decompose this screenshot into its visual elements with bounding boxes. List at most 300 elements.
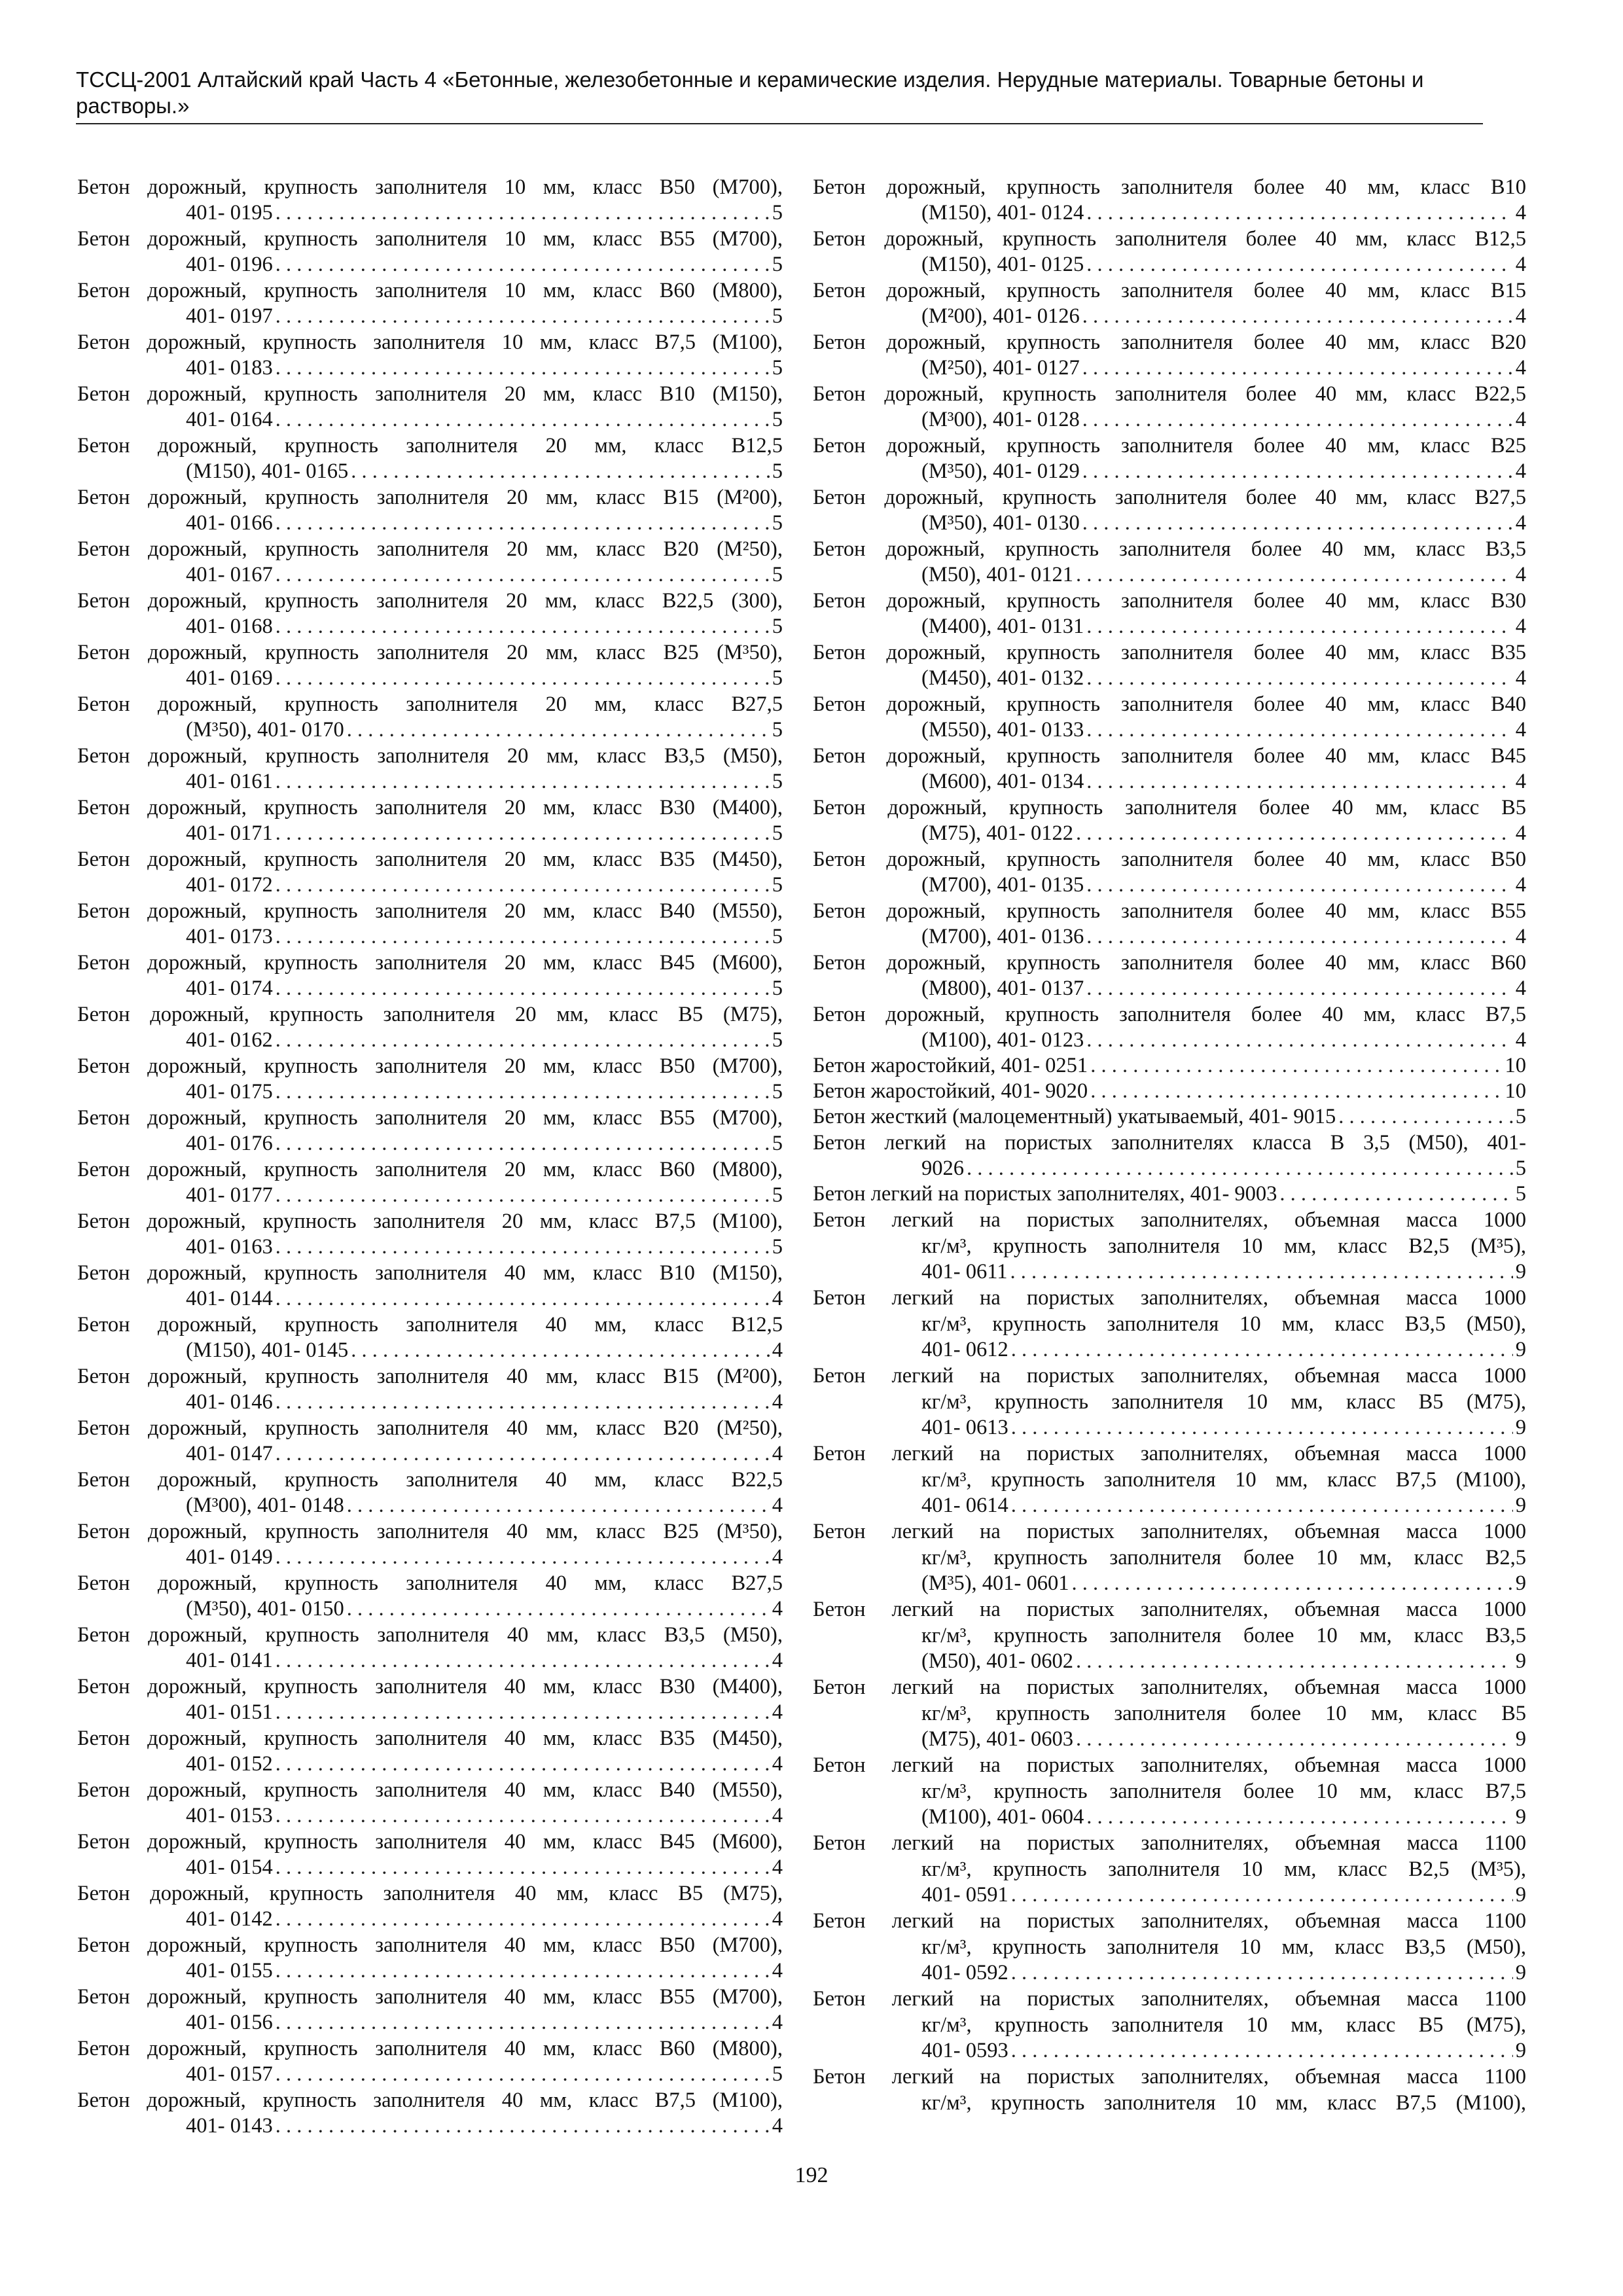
entry-title: Бетон легкий на пористых заполнителях, объемная масса 1100 — [813, 2065, 1526, 2089]
dot-leader — [1090, 1079, 1502, 1104]
entry-page-number: 4 — [772, 1390, 783, 1414]
entry-code-line — [77, 2062, 783, 2087]
entry-title: Бетон легкий на пористых заполнителях, объемная масса 1000 — [813, 1598, 1526, 1621]
dot-leader — [1086, 666, 1513, 691]
entry-title: Бетон дорожный, крупность заполнителя более 40 мм, класс В5 — [813, 796, 1526, 819]
entry-code-line — [813, 1028, 1526, 1053]
dot-leader — [1086, 200, 1513, 226]
entry-code: 401- 0166 — [186, 511, 273, 535]
entry-code-line — [813, 924, 1526, 950]
entry-code: (М³5), 401- 0601 — [921, 1571, 1069, 1595]
entry-page-number: 10 — [1505, 1079, 1526, 1103]
entry-code: 401- 0168 — [186, 615, 273, 638]
entry-title: Бетон дорожный, крупность заполнителя более 40 мм, класс В3,5 — [813, 537, 1526, 561]
entry-title-continued: кг/м³, крупность заполнителя более 10 мм, класс В2,5 — [921, 1546, 1526, 1570]
dot-leader — [1011, 1960, 1513, 1986]
entry-title: Бетон легкий на пористых заполнителях класса В 3,5 (М50), 401- — [813, 1131, 1526, 1155]
entry-page-number: 9 — [1515, 1416, 1526, 1439]
dot-leader — [1082, 304, 1513, 329]
index-column-right — [813, 174, 1526, 2116]
index-entry — [77, 1674, 783, 1725]
entry-page-number: 9 — [1515, 1338, 1526, 1361]
dot-leader — [276, 1545, 770, 1570]
index-entry — [813, 1908, 1526, 1986]
entry-code: (М³50), 401- 0150 — [186, 1597, 344, 1621]
entry-code: 401- 0144 — [186, 1287, 273, 1310]
dot-leader — [1086, 252, 1513, 278]
entry-code-line — [77, 821, 783, 846]
entry-page-number: 5 — [1515, 1157, 1526, 1180]
entry-code-line — [77, 304, 783, 329]
index-entry — [77, 1829, 783, 1880]
entry-title: Бетон дорожный, крупность заполнителя 20 мм, класс В22,5 (300), — [77, 589, 783, 613]
entry-title: Бетон дорожный, крупность заполнителя 20 мм, класс В10 (М150), — [77, 382, 783, 406]
dot-leader — [276, 355, 770, 381]
entry-title: Бетон дорожный, крупность заполнителя 40 мм, класс В3,5 (М50), — [77, 1623, 783, 1647]
entry-page-number: 5 — [772, 977, 783, 1000]
entry-title: Бетон дорожный, крупность заполнителя 10 мм, класс В7,5 (М100), — [77, 331, 783, 354]
entry-title-continued: кг/м³, крупность заполнителя 10 мм, класс В3,5 (М50), — [921, 1312, 1526, 1336]
dot-leader — [1338, 1104, 1513, 1130]
entry-title: Бетон дорожный, крупность заполнителя 40 мм, класс В25 (М³50), — [77, 1520, 783, 1543]
entry-code-line — [813, 1337, 1526, 1363]
entry-code-line — [77, 1907, 783, 1932]
index-entry — [77, 1415, 783, 1467]
entry-code: (М³00), 401- 0148 — [186, 1494, 344, 1517]
index-entry — [813, 1207, 1526, 1285]
entry-title: Бетон дорожный, крупность заполнителя 40 мм, класс В40 (М550), — [77, 1778, 783, 1802]
entry-title: Бетон легкий на пористых заполнителях, объемная масса 1000 — [813, 1676, 1526, 1699]
dot-leader — [1082, 511, 1513, 536]
index-entry — [77, 1157, 783, 1208]
index-entry — [77, 329, 783, 381]
page-number: 192 — [794, 2163, 829, 2187]
dot-leader — [276, 1131, 770, 1157]
index-entry — [77, 795, 783, 846]
entry-title: Бетон дорожный, крупность заполнителя 40 мм, класс В27,5 — [77, 1571, 783, 1595]
dot-leader — [347, 1493, 770, 1518]
entry-code-line — [813, 717, 1526, 743]
dot-leader — [347, 1596, 770, 1622]
entry-page-number: 4 — [1515, 511, 1526, 535]
entry-code: 401- 0149 — [186, 1545, 273, 1569]
page-header — [76, 67, 1483, 124]
entry-page-number: 5 — [772, 666, 783, 690]
dot-leader — [276, 1390, 770, 1415]
entry-page-number: 4 — [772, 1338, 783, 1362]
index-entry — [77, 1880, 783, 1932]
entry-title: Бетон дорожный, крупность заполнителя 20 мм, класс В35 (М450), — [77, 848, 783, 871]
entry-code-line — [77, 459, 783, 484]
entry-code: (М150), 401- 0125 — [921, 253, 1084, 276]
dot-leader — [1076, 821, 1513, 846]
entry-page-number: 4 — [1515, 821, 1526, 845]
entry-code: (М450), 401- 0132 — [921, 666, 1084, 690]
entry-code: 401- 0162 — [186, 1028, 273, 1052]
dot-leader — [967, 1156, 1513, 1181]
dot-leader — [276, 1648, 770, 1674]
entry-title: Бетон дорожный, крупность заполнителя более 40 мм, класс В27,5 — [813, 486, 1526, 509]
entry-code: (М75), 401- 0122 — [921, 821, 1073, 845]
entry-page-number: 4 — [772, 1856, 783, 1879]
entry-title-continued: кг/м³, крупность заполнителя 10 мм, класс В7,5 (М100), — [921, 2091, 1526, 2115]
entry-code: 401- 0612 — [921, 1338, 1008, 1361]
index-entry — [77, 278, 783, 329]
entry-code: 401- 0154 — [186, 1856, 273, 1879]
entry-code: 401- 0175 — [186, 1080, 273, 1103]
entry-code-line — [813, 872, 1526, 898]
entry-code: (М75), 401- 0603 — [921, 1727, 1073, 1751]
entry-title: Бетон легкий на пористых заполнителях, объемная масса 1000 — [813, 1520, 1526, 1543]
entry-page-number: 5 — [772, 1132, 783, 1155]
entry-title: Бетон легкий на пористых заполнителях, объемная масса 1000 — [813, 1208, 1526, 1232]
dot-leader — [276, 1079, 770, 1105]
entry-code: 401- 0173 — [186, 925, 273, 948]
entry-code-line — [77, 1028, 783, 1053]
entry-code-line — [77, 407, 783, 433]
entry-page-number: 4 — [772, 1959, 783, 1982]
entry-code-line — [77, 1803, 783, 1829]
entry-title: Бетон дорожный, крупность заполнителя более 40 мм, класс В10 — [813, 175, 1526, 199]
entry-page-number: 4 — [1515, 253, 1526, 276]
index-entry — [813, 1104, 1526, 1130]
entry-title: Бетон дорожный, крупность заполнителя 20 мм, класс В25 (М³50), — [77, 641, 783, 664]
dot-leader — [276, 1028, 770, 1053]
entry-code-line — [77, 1596, 783, 1622]
entry-code: 401- 0195 — [186, 201, 273, 224]
index-entry — [813, 1596, 1526, 1674]
index-entry — [77, 1260, 783, 1312]
index-entry — [813, 1001, 1526, 1053]
dot-leader — [276, 511, 770, 536]
dot-leader — [276, 666, 770, 691]
entry-code: 401- 0614 — [921, 1494, 1008, 1517]
index-entry — [813, 898, 1526, 950]
entry-title: Бетон дорожный, крупность заполнителя 40 мм, класс В45 (М600), — [77, 1830, 783, 1854]
entry-code: (М100), 401- 0123 — [921, 1028, 1084, 1052]
entry-code-line — [77, 1234, 783, 1260]
entry-page-number: 5 — [772, 253, 783, 276]
entry-page-number: 4 — [1515, 770, 1526, 793]
entry-code-line — [77, 614, 783, 639]
entry-title: Бетон дорожный, крупность заполнителя 40 мм, класс В12,5 — [77, 1313, 783, 1336]
entry-title: Бетон дорожный, крупность заполнителя 20 мм, класс В20 (М²50), — [77, 537, 783, 561]
dot-leader — [1082, 355, 1513, 381]
index-entry — [813, 433, 1526, 484]
entry-page-number: 4 — [772, 1752, 783, 1776]
entry-title: Бетон дорожный, крупность заполнителя 20 мм, класс В12,5 — [77, 434, 783, 457]
entry-code-line — [813, 769, 1526, 795]
entry-title: Бетон легкий на пористых заполнителях, объемная масса 1000 — [813, 1286, 1526, 1310]
entry-code-line — [77, 1441, 783, 1467]
index-entry — [77, 433, 783, 484]
entry-code: 401- 0197 — [186, 304, 273, 328]
dot-leader — [1076, 1727, 1513, 1752]
entry-page-number: 5 — [772, 511, 783, 535]
entry-code-line — [77, 872, 783, 898]
entry-code: 401- 0613 — [921, 1416, 1008, 1439]
entry-code: (М700), 401- 0135 — [921, 873, 1084, 897]
index-entry — [77, 536, 783, 588]
dot-leader — [276, 1234, 770, 1260]
entry-page-number: 9 — [1515, 1727, 1526, 1751]
entry-title: Бетон дорожный, крупность заполнителя более 40 мм, класс В15 — [813, 279, 1526, 302]
entry-code-line — [813, 1493, 1526, 1518]
index-entry — [77, 174, 783, 226]
entry-page-number: 4 — [1515, 201, 1526, 224]
entry-page-number: 9 — [1515, 1883, 1526, 1907]
entry-page-number: 5 — [772, 201, 783, 224]
dot-leader — [276, 1751, 770, 1777]
entry-code: (М²00), 401- 0126 — [921, 304, 1080, 328]
entry-page-number: 4 — [1515, 873, 1526, 897]
index-entry — [77, 484, 783, 536]
entry-code-line — [77, 924, 783, 950]
entry-code: Бетон жесткий (малоцементный) укатываемый, 401- 9015 — [813, 1105, 1336, 1128]
entry-title: Бетон легкий на пористых заполнителях, объемная масса 1100 — [813, 1909, 1526, 1933]
entry-code: 401- 0167 — [186, 563, 273, 586]
entry-code: (М700), 401- 0136 — [921, 925, 1084, 948]
entry-code: (М150), 401- 0165 — [186, 459, 349, 483]
entry-code-line — [77, 1700, 783, 1725]
entry-code: 401- 0156 — [186, 2011, 273, 2034]
index-entry — [813, 795, 1526, 846]
entry-page-number: 4 — [772, 1907, 783, 1931]
entry-code: 401- 0153 — [186, 1804, 273, 1827]
entry-title-continued: кг/м³, крупность заполнителя 10 мм, класс В7,5 (М100), — [921, 1468, 1526, 1492]
index-entry — [77, 1570, 783, 1622]
entry-code: Бетон жаростойкий, 401- 9020 — [813, 1079, 1088, 1103]
entry-title: Бетон дорожный, крупность заполнителя 40 мм, класс В30 (М400), — [77, 1675, 783, 1698]
entry-title: Бетон дорожный, крупность заполнителя 40 мм, класс В50 (М700), — [77, 1933, 783, 1957]
entry-page-number: 4 — [772, 1442, 783, 1465]
index-entry — [77, 846, 783, 898]
entry-code: (М800), 401- 0137 — [921, 977, 1084, 1000]
entry-page-number: 4 — [1515, 666, 1526, 690]
entry-page-number: 5 — [772, 1183, 783, 1207]
entry-code: 401- 0183 — [186, 356, 273, 380]
entry-title-continued: кг/м³, крупность заполнителя 10 мм, класс В3,5 (М50), — [921, 1935, 1526, 1959]
entry-code: 401- 0174 — [186, 977, 273, 1000]
dot-leader — [351, 459, 770, 484]
dot-leader — [1086, 614, 1513, 639]
entry-code-line — [813, 511, 1526, 536]
entry-title: Бетон дорожный, крупность заполнителя 20 мм, класс В50 (М700), — [77, 1054, 783, 1078]
dot-leader — [276, 1958, 770, 1984]
entry-page-number: 5 — [772, 1080, 783, 1103]
entry-page-number: 5 — [772, 821, 783, 845]
entry-page-number: 5 — [772, 563, 783, 586]
dot-leader — [1076, 1649, 1513, 1674]
dot-leader — [1086, 976, 1513, 1001]
entry-title-continued: кг/м³, крупность заполнителя более 10 мм, класс В7,5 — [921, 1780, 1526, 1803]
entry-code-line — [77, 769, 783, 795]
entry-title: Бетон дорожный, крупность заполнителя более 40 мм, класс В12,5 — [813, 227, 1526, 251]
dot-leader — [276, 562, 770, 588]
index-entry — [77, 1208, 783, 1260]
index-entry — [77, 950, 783, 1001]
entry-title: Бетон дорожный, крупность заполнителя более 40 мм, класс В30 — [813, 589, 1526, 613]
entry-page-number: 9 — [1515, 1961, 1526, 1984]
dot-leader — [1090, 1053, 1502, 1079]
entry-title: Бетон дорожный, крупность заполнителя 20 мм, класс В55 (М700), — [77, 1106, 783, 1130]
entry-code-line — [813, 304, 1526, 329]
entry-title: Бетон дорожный, крупность заполнителя 40 мм, класс В10 (М150), — [77, 1261, 783, 1285]
index-entry — [77, 1467, 783, 1518]
index-entry — [77, 1001, 783, 1053]
entry-code-line — [77, 200, 783, 226]
entry-code-line — [77, 1545, 783, 1570]
index-column-left — [77, 174, 783, 2139]
index-entry — [813, 1363, 1526, 1441]
entry-title: Бетон дорожный, крупность заполнителя 40 мм, класс В55 (М700), — [77, 1985, 783, 2009]
entry-code-line — [813, 1571, 1526, 1596]
entry-title: Бетон дорожный, крупность заполнителя 40 мм, класс В22,5 — [77, 1468, 783, 1492]
entry-page-number: 5 — [772, 408, 783, 431]
index-entry — [813, 846, 1526, 898]
dot-leader — [1086, 924, 1513, 950]
dot-leader — [276, 924, 770, 950]
entry-code: (М100), 401- 0604 — [921, 1805, 1084, 1829]
entry-page-number: 9 — [1515, 1494, 1526, 1517]
entry-code-line — [813, 1804, 1526, 1830]
entry-code: 401- 0593 — [921, 2039, 1008, 2062]
entry-code: (М³00), 401- 0128 — [921, 408, 1080, 431]
entry-title: Бетон дорожный, крупность заполнителя 40 мм, класс В35 (М450), — [77, 1727, 783, 1750]
entry-page-number: 4 — [772, 2114, 783, 2138]
entry-code-line — [813, 1259, 1526, 1285]
index-entry — [77, 588, 783, 639]
entry-title: Бетон дорожный, крупность заполнителя более 40 мм, класс В7,5 — [813, 1003, 1526, 1026]
index-entry — [77, 1932, 783, 1984]
entry-code-line — [813, 1882, 1526, 1908]
entry-title-continued: кг/м³, крупность заполнителя 10 мм, класс В2,5 (М³5), — [921, 1234, 1526, 1258]
entry-title: Бетон дорожный, крупность заполнителя 10 мм, класс В50 (М700), — [77, 175, 783, 199]
entry-code-line — [77, 1183, 783, 1208]
entry-code: 401- 0161 — [186, 770, 273, 793]
index-entry — [813, 1181, 1526, 1207]
entry-page-number: 4 — [1515, 1028, 1526, 1052]
entry-code-line — [813, 821, 1526, 846]
entry-title: Бетон дорожный, крупность заполнителя 20 мм, класс В5 (М75), — [77, 1003, 783, 1026]
entry-page-number: 4 — [772, 1597, 783, 1621]
index-entry — [77, 743, 783, 795]
entry-title: Бетон дорожный, крупность заполнителя 10 мм, класс В60 (М800), — [77, 279, 783, 302]
index-entry — [813, 329, 1526, 381]
entry-page-number: 5 — [1515, 1105, 1526, 1128]
entry-code: (М150), 401- 0145 — [186, 1338, 349, 1362]
entry-title: Бетон дорожный, крупность заполнителя 40 мм, класс В7,5 (М100), — [77, 2089, 783, 2112]
entry-title: Бетон дорожный, крупность заполнителя 20 мм, класс В27,5 — [77, 692, 783, 716]
entry-title-continued: кг/м³, крупность заполнителя 10 мм, класс В5 (М75), — [921, 2013, 1526, 2037]
entry-code-line — [77, 1958, 783, 1984]
dot-leader — [1072, 1571, 1513, 1596]
entry-code: (М400), 401- 0131 — [921, 615, 1084, 638]
entry-code: 401- 0147 — [186, 1442, 273, 1465]
dot-leader — [1011, 1415, 1513, 1441]
entry-code-line — [813, 1649, 1526, 1674]
entry-code: (М150), 401- 0124 — [921, 201, 1084, 224]
entry-code: 401- 0177 — [186, 1183, 273, 1207]
entry-code-line — [77, 355, 783, 381]
dot-leader — [1086, 1804, 1513, 1830]
entry-title: Бетон дорожный, крупность заполнителя 40 мм, класс В20 (М²50), — [77, 1416, 783, 1440]
entry-code-line — [77, 1079, 783, 1105]
entry-code: 401- 0591 — [921, 1883, 1008, 1907]
dot-leader — [1011, 1882, 1513, 1908]
dot-leader — [276, 1286, 770, 1312]
index-entry — [77, 2087, 783, 2139]
index-entry — [813, 1986, 1526, 2064]
index-entry — [813, 484, 1526, 536]
dot-leader — [1086, 872, 1513, 898]
entry-page-number: 5 — [772, 925, 783, 948]
index-entry — [813, 2064, 1526, 2116]
entry-code-line — [77, 717, 783, 743]
entry-code-line — [813, 200, 1526, 226]
entry-code-line — [77, 666, 783, 691]
index-entry — [77, 1312, 783, 1363]
index-entry — [813, 639, 1526, 691]
entry-title: Бетон легкий на пористых заполнителях, объемная масса 1000 — [813, 1442, 1526, 1465]
entry-code: Бетон жаростойкий, 401- 0251 — [813, 1054, 1088, 1077]
index-entry — [813, 536, 1526, 588]
entry-code-line — [813, 407, 1526, 433]
entry-page-number: 4 — [772, 1700, 783, 1724]
dot-leader — [276, 821, 770, 846]
index-entry — [77, 1363, 783, 1415]
entry-page-number: 4 — [1515, 977, 1526, 1000]
entry-code-line — [813, 1727, 1526, 1752]
entry-page-number: 4 — [1515, 408, 1526, 431]
index-entry — [77, 1053, 783, 1105]
index-entry — [77, 691, 783, 743]
entry-code-line — [813, 1960, 1526, 1986]
dot-leader — [276, 1700, 770, 1725]
entry-title: Бетон дорожный, крупность заполнителя 20 мм, класс В45 (М600), — [77, 951, 783, 975]
dot-leader — [276, 1803, 770, 1829]
entry-title: Бетон дорожный, крупность заполнителя 20 мм, класс В30 (М400), — [77, 796, 783, 819]
entry-page-number: 9 — [1515, 1571, 1526, 1595]
dot-leader — [347, 717, 770, 743]
dot-leader — [276, 407, 770, 433]
dot-leader — [276, 304, 770, 329]
entry-code: 401- 0146 — [186, 1390, 273, 1414]
dot-leader — [276, 2062, 770, 2087]
entry-code: 401- 0164 — [186, 408, 273, 431]
entry-code: 401- 0141 — [186, 1649, 273, 1672]
entry-code: 401- 0611 — [921, 1260, 1008, 1283]
index-entry — [77, 1622, 783, 1674]
index-entry — [813, 1441, 1526, 1518]
entry-page-number: 4 — [1515, 356, 1526, 380]
dot-leader — [276, 252, 770, 278]
entry-code-line — [77, 2113, 783, 2139]
entry-title: Бетон дорожный, крупность заполнителя 20 мм, класс В60 (М800), — [77, 1158, 783, 1181]
entry-title: Бетон дорожный, крупность заполнителя более 40 мм, класс В20 — [813, 331, 1526, 354]
dot-leader — [1279, 1181, 1512, 1207]
entry-code: (М³50), 401- 0170 — [186, 718, 344, 742]
entry-page-number: 9 — [1515, 2039, 1526, 2062]
entry-code-line — [77, 1390, 783, 1415]
entry-page-number: 4 — [772, 1804, 783, 1827]
entry-title-continued: кг/м³, крупность заполнителя более 10 мм, класс В3,5 — [921, 1624, 1526, 1647]
entry-code-line — [77, 511, 783, 536]
index-entry — [813, 743, 1526, 795]
entry-code-line — [813, 1156, 1526, 1181]
dot-leader — [276, 2010, 770, 2036]
entry-code: (М550), 401- 0133 — [921, 718, 1084, 742]
